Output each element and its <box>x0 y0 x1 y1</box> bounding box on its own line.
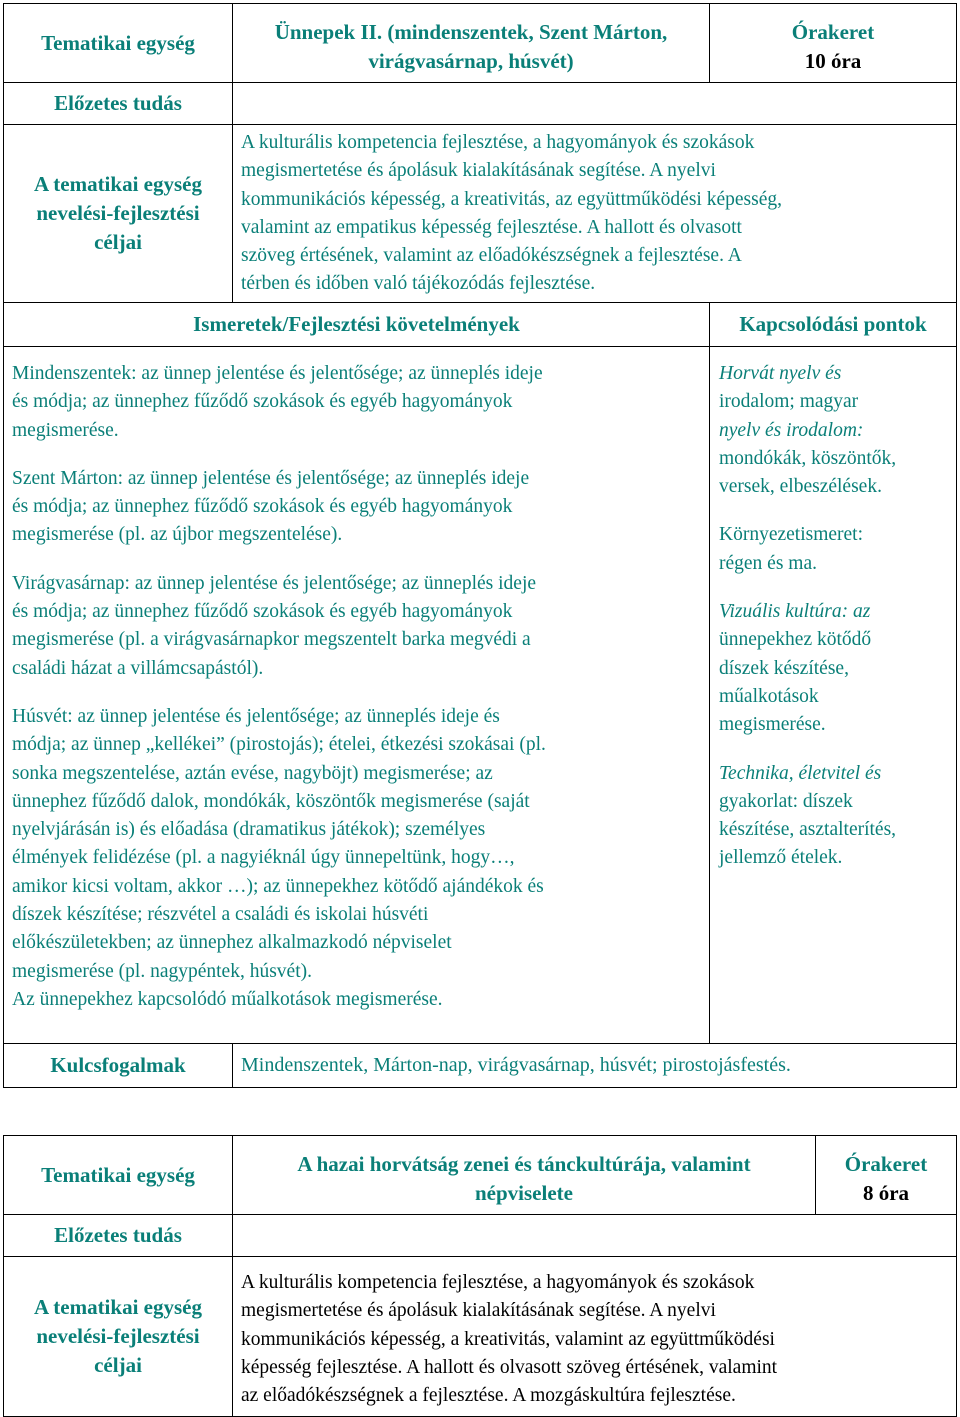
unit-title-line-2: virágvasárnap, húsvét) <box>368 49 574 73</box>
paragraph-viragvasarnap: Virágvasárnap: az ünnep jelentése és jelentősége; az ünneplés ideje és módja; az ünnephez fűződő szokások és egyéb hagyományok megismerése (pl. a virágvasárnapkor megszentelt barka megvédi a családi házat a villámcsapástól). <box>12 572 537 679</box>
unit-title-cell <box>233 4 710 83</box>
celjai-label-line-1: A tematikai egység <box>34 172 202 196</box>
kapcs-technika: Technika, életvitel és gyakorlat: díszek készítése, asztalterítés, jellemző ételek. <box>719 762 897 869</box>
elozetes-label-cell <box>4 83 233 125</box>
orakeret-label: Órakeret <box>791 20 875 44</box>
orakeret-label-2: Órakeret <box>844 1152 928 1176</box>
orakeret-cell <box>710 4 957 83</box>
tematikai-label-cell-2 <box>4 1136 233 1215</box>
orakeret-value-2: 8 óra <box>862 1181 910 1205</box>
ismeretek-header-cell <box>4 303 710 347</box>
unit-title-2-line-2: népviselete <box>475 1181 573 1205</box>
elozetes-label-cell-2 <box>4 1215 233 1257</box>
kapcsolodasi-header: Kapcsolódási pontok <box>739 312 927 336</box>
tematikai-label-2: Tematikai egység <box>41 1162 195 1187</box>
elozetes-label: Előzetes tudás <box>54 91 182 115</box>
kulcsfogalmak-label: Kulcsfogalmak <box>50 1053 186 1077</box>
kapcs-vizualis: Vizuális kultúra: az ünnepekhez kötődő díszek készítése, műalkotások megismerése. <box>719 601 872 736</box>
kulcsfogalmak-value-cell <box>233 1044 957 1088</box>
paragraph-mindenszentek: Mindenszentek: az ünnep jelentése és jelentősége; az ünneplés ideje és módja; az ünnephez fűződő szokások és egyéb hagyományok megismerése. <box>12 363 543 441</box>
last-line: Az ünnepekhez kapcsolódó műalkotások megismerése. <box>12 988 443 1010</box>
celjai-text-2: A kulturális kompetencia fejlesztése, a hagyományok és szokások megismertetése és ápolásuk kialakításának segítése. A nyelvi kommunikációs képesség, a kreativitás, valamint az együttműködési képesség fejlesztése. A hallott és olvasott szöveg értésének, valamint az előadókészségnek a fejlesztése. A mozgáskultúra fejlesztése. <box>241 1272 778 1407</box>
celjai-text-cell-2 <box>233 1257 957 1417</box>
celjai-label-cell <box>4 125 233 303</box>
celjai-text: A kulturális kompetencia fejlesztése, a hagyományok és szokások megismertetése és ápolásuk kialakításának segítése. A nyelvi kommunikációs képesség, a kreativitás, az együttműködési képesség, valamint az empatikus képesség fejlesztése. A hallott és olvasott szöveg értésének, valamint az előadókészségnek a fejlesztése. A térben és időben való tájékozódás fejlesztése. <box>241 132 782 295</box>
ismeretek-content-cell <box>4 347 710 1044</box>
kapcs-kornyezet: Környezetismeret: régen és ma. <box>719 524 864 574</box>
celjai-label-2-line-2: nevelési-fejlesztési <box>36 1324 200 1348</box>
ismeretek-header: Ismeretek/Fejlesztési követelmények <box>193 312 520 336</box>
elozetes-value-cell-2 <box>233 1215 957 1257</box>
elozetes-value-cell <box>233 83 957 125</box>
table-unnepek <box>3 3 957 1088</box>
celjai-label-2-line-1: A tematikai egység <box>34 1295 202 1319</box>
unit-title-line-1: Ünnepek II. (mindenszentek, Szent Márton, <box>274 20 668 44</box>
paragraph-husvet: Húsvét: az ünnep jelentése és jelentősége; az ünneplés ideje és módja; az ünnep „kellékei” (pirostojás); ételei, étkezési szokásai (pl. sonka megszentelése, aztán evése, nagyböjt) megismerése; az ünnephez fűződő dalok, mondókák, köszöntők megismerése (saját nyelvjárásán is) és előadása (dramatikus játékok); személyes élmények felidézése (pl. a nagyiéknál úgy ünnepeltünk, hogy…, amikor kicsi voltam, akkor …); az ünnepekhez kötődő ajándékok és díszek készítése; részvétel a családi és iskolai húsvéti előkészületekben; az ünnephez alkalmazkodó népviselet megismerése (pl. nagypéntek, húsvét). <box>12 705 546 982</box>
celjai-text-cell <box>233 125 957 303</box>
ismeretek-content <box>12 360 709 1014</box>
celjai-label-line-3: céljai <box>94 230 142 254</box>
kapcsolodasi-content-cell <box>710 347 957 1044</box>
kapcsolodasi-content <box>719 360 956 873</box>
kapcsolodasi-header-cell <box>710 303 957 347</box>
tematikai-label: Tematikai egység <box>41 30 195 55</box>
unit-title-cell-2 <box>233 1136 816 1215</box>
elozetes-label-2: Előzetes tudás <box>54 1223 182 1247</box>
kulcsfogalmak-value: Mindenszentek, Márton-nap, virágvasárnap, húsvét; pirostojásfestés. <box>241 1054 791 1077</box>
celjai-label-2-line-3: céljai <box>94 1353 142 1377</box>
unit-title-2-line-1: A hazai horvátság zenei és tánckultúrája, valamint <box>297 1152 751 1176</box>
kapcs-horvat: Horvát nyelv és irodalom; magyar nyelv és irodalom: mondókák, köszöntők, versek, elbeszélések. <box>719 363 897 498</box>
orakeret-cell-2 <box>816 1136 957 1215</box>
celjai-label-cell-2 <box>4 1257 233 1417</box>
kulcsfogalmak-label-cell <box>4 1044 233 1088</box>
paragraph-szent-marton: Szent Márton: az ünnep jelentése és jelentősége; az ünneplés ideje és módja; az ünnephez fűződő szokások és egyéb hagyományok megismerése (pl. az újbor megszentelése). <box>12 467 530 546</box>
celjai-label-line-2: nevelési-fejlesztési <box>36 201 200 225</box>
orakeret-value: 10 óra <box>804 49 862 73</box>
tematikai-label-cell <box>4 4 233 83</box>
table-horvatsag <box>3 1135 957 1417</box>
